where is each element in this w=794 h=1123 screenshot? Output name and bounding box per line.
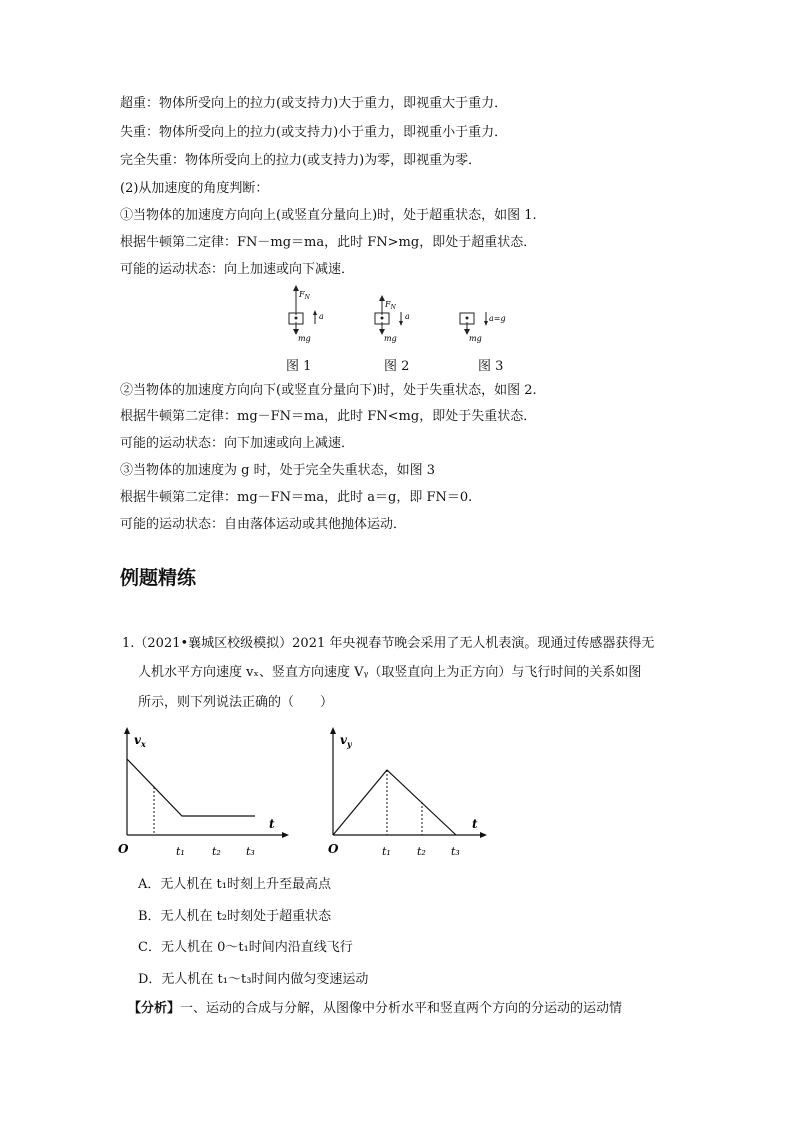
svg-text:a: a xyxy=(405,312,410,321)
option-b[interactable]: B．无人机在 t₂时刻处于超重状态 xyxy=(138,909,332,924)
graph-vy xyxy=(320,722,500,862)
svg-text:t: t xyxy=(269,817,275,831)
svg-text:a: a xyxy=(319,312,324,321)
figure-caption-2: 图 2 xyxy=(384,359,410,374)
question-stem-line-3: 所示，则下列说法正确的（ ） xyxy=(138,695,334,710)
question-stem-line-2: 人机水平方向速度 vₓ、竖直方向速度 Vᵧ（取竖直向上为正方向）与飞行时间的关系如图 xyxy=(138,665,642,680)
force-diagrams xyxy=(270,282,530,350)
svg-text:mg: mg xyxy=(384,334,397,343)
text-line-newton-1: 根据牛顿第二定律：FN－mg＝ma，此时 FN>mg，即处于超重状态． xyxy=(120,235,537,250)
force-diagram-3 xyxy=(460,312,506,343)
section-heading: 例题精练 xyxy=(120,567,197,589)
svg-text:vx: $v_x$ xyxy=(134,733,146,749)
text-line-case-3: ③当物体的加速度为 g 时，处于完全失重状态，如图 3 xyxy=(120,463,435,478)
text-line-motion-2: 可能的运动状态：向下加速或向上减速． xyxy=(120,436,355,451)
text-line-weightless: 失重：物体所受向上的拉力(或支持力)小于重力，即视重小于重力． xyxy=(120,125,508,140)
option-a[interactable]: A．无人机在 t₁时刻上升至最高点 xyxy=(138,877,331,892)
text-line-motion-3: 可能的运动状态：自由落体运动或其他抛体运动． xyxy=(120,517,407,532)
text-line-newton-2: 根据牛顿第二定律：mg－FN＝ma，此时 FN<mg，即处于失重状态． xyxy=(120,409,537,424)
text-line-motion-1: 可能的运动状态：向上加速或向下减速． xyxy=(120,262,355,277)
force-diagram-2 xyxy=(375,295,410,343)
svg-text:vy: $v_y$ xyxy=(340,733,352,749)
text-line-overweight: 超重：物体所受向上的拉力(或支持力)大于重力，即视重大于重力． xyxy=(120,96,508,111)
svg-text:t: t xyxy=(472,817,478,831)
svg-text:t₂: t₂ xyxy=(212,845,221,858)
text-line-case-2: ②当物体的加速度方向向下(或竖直分量向下)时，处于失重状态，如图 2. xyxy=(120,383,537,398)
graph-vx xyxy=(112,722,302,862)
option-c[interactable]: C．无人机在 0～t₁时间内沿直线飞行 xyxy=(138,940,353,955)
text-line-case-1: ①当物体的加速度方向向上(或竖直分量向上)时，处于超重状态，如图 1. xyxy=(120,208,537,223)
force-diagram-1 xyxy=(289,285,324,343)
analysis-line xyxy=(128,1000,622,1018)
svg-text:mg: mg xyxy=(298,334,311,343)
figure-caption-3: 图 3 xyxy=(478,359,504,374)
svg-text:O: O xyxy=(118,842,129,856)
svg-text:FN: $F_N$ xyxy=(385,300,396,311)
svg-text:t₁: t₁ xyxy=(176,845,185,858)
question-stem-line-1: 1.（2021•襄城区校级模拟）2021 年央视春节晚会采用了无人机表演。现通过传感器获得无 xyxy=(122,636,655,651)
analysis-label: 【分析】 xyxy=(128,1001,181,1016)
svg-text:t₁: t₁ xyxy=(382,845,391,858)
text-line-complete-weightless: 完全失重：物体所受向上的拉力(或支持力)为零，即视重为零． xyxy=(120,153,482,168)
option-d[interactable]: D．无人机在 t₁～t₃时间内做匀变速运动 xyxy=(138,972,369,987)
figure-caption-1: 图 1 xyxy=(286,359,312,374)
text-line-acceleration-heading: (2)从加速度的角度判断： xyxy=(120,181,269,196)
svg-text:t₂: t₂ xyxy=(417,845,426,858)
svg-text:mg: mg xyxy=(469,334,482,343)
text-line-newton-3: 根据牛顿第二定律：mg－FN＝ma，此时 a＝g，即 FN＝0. xyxy=(120,490,473,505)
svg-text:O: O xyxy=(328,842,339,856)
svg-text:t₃: t₃ xyxy=(451,845,460,858)
svg-text:t₃: t₃ xyxy=(246,845,255,858)
analysis-text: 一、运动的合成与分解，从图像中分析水平和竖直两个方向的分运动的运动情 xyxy=(180,1001,623,1016)
svg-text:FN: $F_N$ xyxy=(299,290,310,301)
svg-text:a=g: a=g xyxy=(489,314,506,323)
